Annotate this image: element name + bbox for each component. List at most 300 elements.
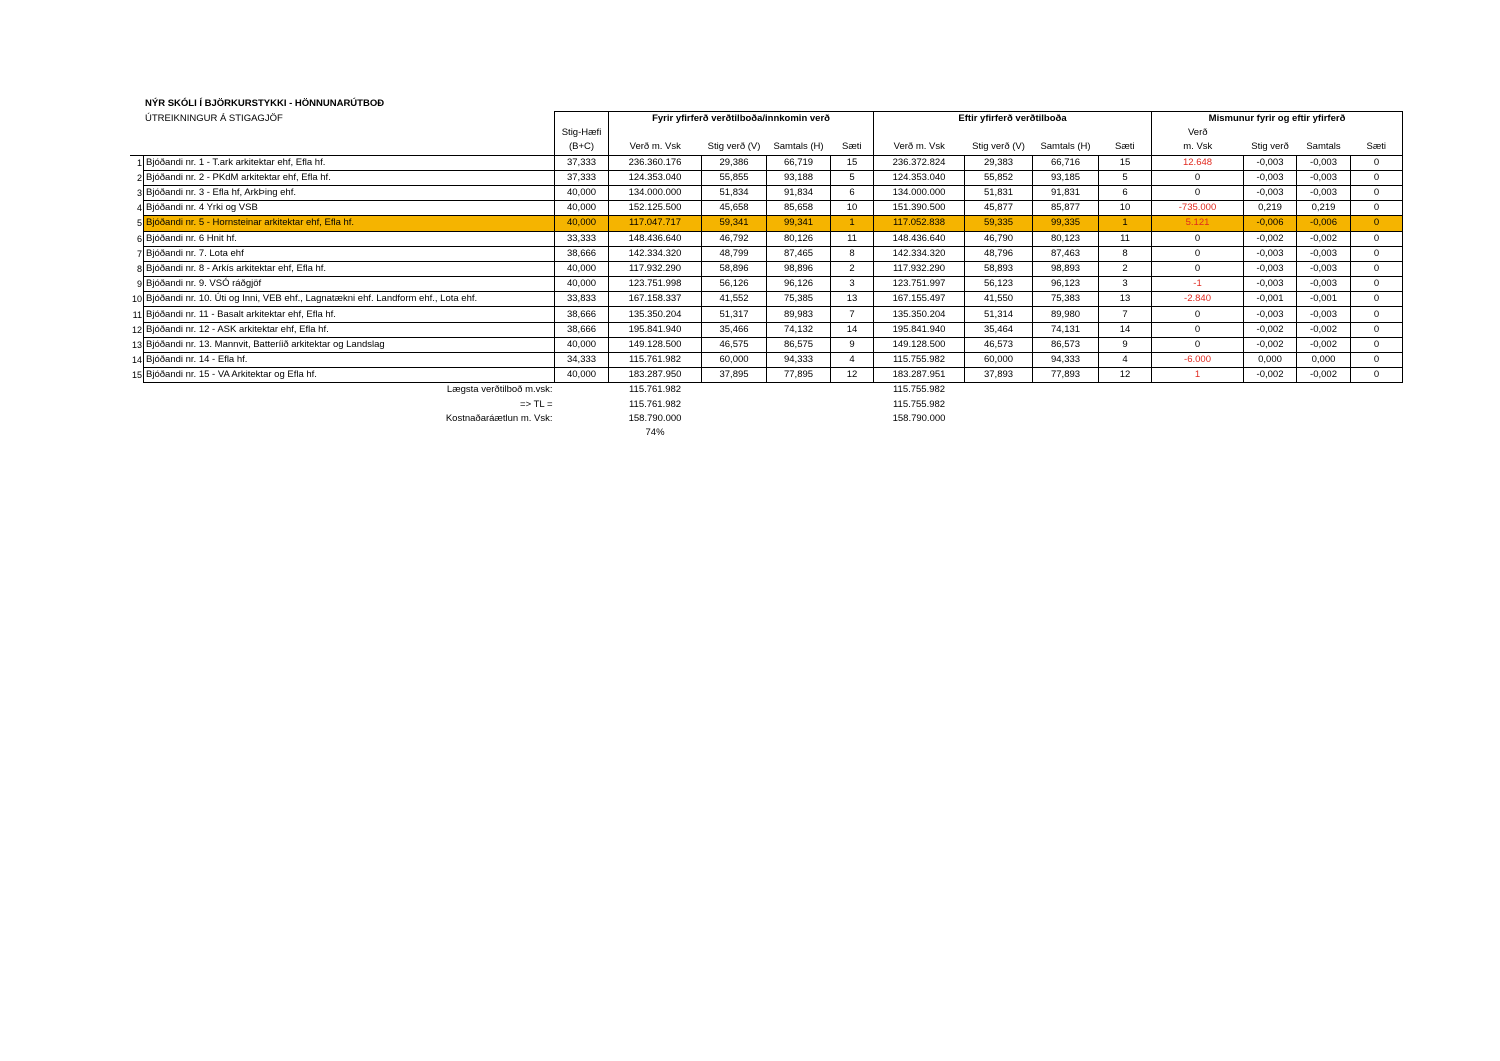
cell-dt: -0,002 [1297,368,1351,383]
cell-r2: 10 [1099,201,1152,216]
header-stig-hafi: Stig-Hæfi [555,126,609,140]
footer-empty-cell [767,412,831,426]
table-row [130,216,1403,231]
footer-empty-cell [965,398,1033,412]
cell-v2: 134.000.000 [874,185,965,200]
cell-hafi: 40,000 [555,277,609,292]
cell-v2: 167.155.497 [874,292,965,307]
footer-empty-cell [767,426,831,440]
cell-dv: -735.000 [1152,201,1244,216]
cell-r2: 9 [1099,337,1152,352]
cell-r2: 4 [1099,353,1152,368]
header-b-c: (B+C) [555,140,609,155]
footer-row [130,426,1403,440]
footer-row [130,398,1403,412]
document-title: NÝR SKÓLI Í BJÖRKURSTYKKI - HÖNNUNARÚTBOÐ [145,98,385,109]
footer-empty-cell [831,398,874,412]
cell-dt: 0,000 [1297,353,1351,368]
cell-t2: 87,463 [1033,246,1099,261]
cell-dv: 12.648 [1152,155,1244,170]
cell-s1: 37,895 [702,368,767,383]
footer-empty-cell [965,412,1033,426]
cell-dt: -0,003 [1297,155,1351,170]
cell-s1: 55,855 [702,170,767,185]
cell-t1: 93,188 [767,170,831,185]
cell-ds: -0,002 [1244,231,1297,246]
cell-name: Bjóðandi nr. 12 - ASK arkitektar ehf, Efla hf. [144,322,555,337]
cell-v1: 117.047.717 [609,216,702,231]
footer-label [144,426,555,440]
header-stig-verd-before: Stig verð (V) [707,141,761,153]
cell-t1: 96,126 [767,277,831,292]
footer-label: Kostnaðaráætlun m. Vsk: [445,412,553,424]
cell-dt: 0,219 [1297,201,1351,216]
cell-t2: 75,383 [1033,292,1099,307]
footer-empty-cell [702,383,767,398]
cell-s1: 35,466 [702,322,767,337]
cell-r2: 14 [1099,322,1152,337]
table-row [130,185,1403,200]
cell-v2: 124.353.040 [874,170,965,185]
cell-name: Bjóðandi nr. 11 - Basalt arkitektar ehf, Efla hf. [144,307,555,322]
footer-empty-cell [1297,398,1351,412]
footer-before-value: 115.761.982 [628,384,682,396]
cell-v2: 236.372.824 [874,155,965,170]
table-row [130,322,1403,337]
cell-r2: 13 [1099,292,1152,307]
header-samtals-before: Samtals (H) [773,141,824,153]
cell-r1: 9 [831,337,874,352]
cell-dt: -0,003 [1297,307,1351,322]
cell-dv: 0 [1152,170,1244,185]
cell-dr: 0 [1351,201,1403,216]
footer-empty-cell [1033,398,1099,412]
cell-r1: 2 [831,261,874,276]
cell-t1: 80,126 [767,231,831,246]
cell-t1: 75,385 [767,292,831,307]
footer-empty-cell [1351,412,1403,426]
cell-ds: -0,003 [1244,185,1297,200]
footer-empty-cell [555,412,609,426]
cell-v2: 151.390.500 [874,201,965,216]
cell-t1: 86,575 [767,337,831,352]
cell-dr: 0 [1351,155,1403,170]
group-diff-header: Mismunur fyrir og eftir yfirferð [1152,112,1403,127]
header-diff-verd: Verð [1187,127,1208,139]
cell-r1: 13 [831,292,874,307]
cell-name: Bjóðandi nr. 14 - Efla hf. [144,353,555,368]
cell-t2: 77,893 [1033,368,1099,383]
cell-n: 13 [132,339,143,350]
cell-dv: -2.840 [1152,292,1244,307]
cell-dt: -0,003 [1297,277,1351,292]
cell-dr: 0 [1351,322,1403,337]
table-row [130,353,1403,368]
cell-name: Bjóðandi nr. 3 - Efla hf, ArkÞing ehf. [144,185,555,200]
footer-empty-cell [1152,412,1244,426]
cell-dv: 0 [1152,307,1244,322]
cell-r1: 14 [831,322,874,337]
cell-n: 5 [137,218,143,229]
cell-hafi: 40,000 [555,201,609,216]
footer-empty-cell [1244,398,1297,412]
cell-dr: 0 [1351,307,1403,322]
cell-r1: 7 [831,307,874,322]
cell-t1: 85,658 [767,201,831,216]
table-row [130,170,1403,185]
group-before-header: Fyrir yfirferð verðtilboða/innkomin verð [609,112,874,127]
cell-t1: 77,895 [767,368,831,383]
header-row-1 [130,112,1403,127]
cell-ds: -0,003 [1244,155,1297,170]
cell-name: Bjóðandi nr. 5 - Hornsteinar arkitektar ehf, Efla hf. [144,216,555,231]
cell-ds: -0,003 [1244,307,1297,322]
footer-empty-cell [1099,383,1152,398]
table-row [130,307,1403,322]
header-diff-samtals: Samtals [1306,141,1341,153]
cell-hafi: 37,333 [555,155,609,170]
cell-s2: 37,893 [965,368,1033,383]
header-verd-after: Verð m. Vsk [893,141,945,153]
cell-dr: 0 [1351,185,1403,200]
cell-r1: 11 [831,231,874,246]
header-diff-stig: Stig verð [1251,141,1289,153]
cell-dv: 1 [1152,368,1244,383]
cell-n: 9 [137,279,143,290]
cell-t1: 99,341 [767,216,831,231]
footer-empty-cell [702,412,767,426]
header-saeti-before: Sæti [831,140,874,155]
footer-empty-cell [1297,412,1351,426]
cell-s2: 29,383 [965,155,1033,170]
cell-dv: 0 [1152,231,1244,246]
cell-t1: 66,719 [767,155,831,170]
cell-dr: 0 [1351,292,1403,307]
cell-r2: 5 [1099,170,1152,185]
footer-empty-cell [1351,426,1403,440]
table-row [130,246,1403,261]
cell-dr: 0 [1351,216,1403,231]
cell-hafi: 37,333 [555,170,609,185]
cell-ds: -0,003 [1244,246,1297,261]
footer-empty-cell [1033,426,1099,440]
footer-empty-cell [555,383,609,398]
table-row [130,155,1403,170]
cell-t2: 80,123 [1033,231,1099,246]
footer-row [130,412,1403,426]
cell-v1: 117.932.290 [609,261,702,276]
cell-v1: 148.436.640 [609,231,702,246]
header-stig-verd-after: Stig verð (V) [972,141,1025,153]
cell-n: 1 [137,157,143,168]
footer-empty-cell [1351,383,1403,398]
cell-s1: 48,799 [702,246,767,261]
cell-ds: -0,002 [1244,322,1297,337]
footer-after-value: 115.755.982 [892,398,946,410]
footer-after-value: 158.790.000 [892,412,946,424]
cell-v1: 152.125.500 [609,201,702,216]
cell-dv: 0 [1152,337,1244,352]
cell-v2: 195.841.940 [874,322,965,337]
cell-dr: 0 [1351,170,1403,185]
cell-r2: 1 [1099,216,1152,231]
cell-t1: 74,132 [767,322,831,337]
cell-name: Bjóðandi nr. 2 - PKdM arkitektar ehf, Efla hf. [144,170,555,185]
cell-s2: 59,335 [965,216,1033,231]
cell-r2: 6 [1099,185,1152,200]
cell-t2: 86,573 [1033,337,1099,352]
cell-hafi: 34,333 [555,353,609,368]
cell-s2: 51,314 [965,307,1033,322]
cell-s1: 60,000 [702,353,767,368]
footer-empty-cell [1152,426,1244,440]
cell-v1: 115.761.982 [609,353,702,368]
cell-ds: -0,001 [1244,292,1297,307]
cell-ds: -0,003 [1244,170,1297,185]
footer-after-value: 115.755.982 [892,384,946,396]
cell-v2: 115.755.982 [874,353,965,368]
cell-v2: 183.287.951 [874,368,965,383]
cell-dt: -0,001 [1297,292,1351,307]
cell-t1: 94,333 [767,353,831,368]
cell-v2: 149.128.500 [874,337,965,352]
cell-r1: 12 [831,368,874,383]
cell-v2: 148.436.640 [874,231,965,246]
cell-name: Bjóðandi nr. 10. Úti og Inni, VEB ehf., Lagnatækni ehf. Landform ehf., Lota ehf. [144,292,555,307]
header-verd-before: Verð m. Vsk [629,141,681,153]
footer-empty-cell [965,383,1033,398]
cell-r2: 12 [1099,368,1152,383]
cell-t2: 94,333 [1033,353,1099,368]
cell-dv: 5.121 [1152,216,1244,231]
cell-t2: 99,335 [1033,216,1099,231]
cell-s2: 41,550 [965,292,1033,307]
cell-v1: 236.360.176 [609,155,702,170]
scoring-table [130,111,1403,440]
cell-r2: 15 [1099,155,1152,170]
cell-r1: 1 [831,216,874,231]
cell-n: 12 [132,324,143,335]
cell-t2: 93,185 [1033,170,1099,185]
cell-dv: 0 [1152,246,1244,261]
cell-name: Bjóðandi nr. 1 - T.ark arkitektar ehf, Efla hf. [144,155,555,170]
cell-n: 15 [132,370,143,381]
cell-r1: 5 [831,170,874,185]
cell-s1: 46,575 [702,337,767,352]
cell-hafi: 40,000 [555,185,609,200]
cell-ds: -0,002 [1244,368,1297,383]
cell-v1: 134.000.000 [609,185,702,200]
cell-s2: 60,000 [965,353,1033,368]
cell-name: Bjóðandi nr. 8 - Arkís arkitektar ehf, Efla hf. [144,261,555,276]
cell-dv: 0 [1152,261,1244,276]
cell-n: 2 [137,172,143,183]
cell-t2: 91,831 [1033,185,1099,200]
cell-hafi: 38,666 [555,246,609,261]
cell-n: 8 [137,263,143,274]
cell-name: Bjóðandi nr. 7. Lota ehf [144,246,555,261]
cell-dr: 0 [1351,353,1403,368]
cell-v2: 142.334.320 [874,246,965,261]
footer-empty-cell [1033,383,1099,398]
footer-empty-cell [130,412,144,426]
table-row [130,277,1403,292]
cell-name: Bjóðandi nr. 15 - VA Arkitektar og Efla hf. [144,368,555,383]
footer-empty-cell [702,398,767,412]
cell-ds: -0,003 [1244,261,1297,276]
cell-dt: -0,002 [1297,322,1351,337]
cell-n: 6 [137,233,143,244]
footer-empty-cell [555,426,609,440]
footer-empty-cell [1033,412,1099,426]
cell-n: 10 [132,294,143,305]
cell-dr: 0 [1351,246,1403,261]
footer-empty-cell [702,426,767,440]
table-row [130,292,1403,307]
cell-dt: -0,003 [1297,261,1351,276]
footer-empty-cell [1244,383,1297,398]
cell-dt: -0,002 [1297,231,1351,246]
footer-empty-cell [831,426,874,440]
cell-v1: 149.128.500 [609,337,702,352]
cell-r2: 7 [1099,307,1152,322]
header-row-2 [130,126,1403,140]
cell-hafi: 40,000 [555,216,609,231]
cell-v1: 195.841.940 [609,322,702,337]
document-subtitle: ÚTREIKNINGUR Á STIGAGJÖF [145,113,283,124]
cell-dt: -0,006 [1297,216,1351,231]
footer-label: Lægsta verðtilboð m.vsk: [446,384,553,396]
cell-s1: 29,386 [702,155,767,170]
cell-hafi: 38,666 [555,322,609,337]
header-diff-msk: m. Vsk [1183,141,1213,153]
footer-before-value: 74% [645,427,665,439]
cell-t2: 98,893 [1033,261,1099,276]
footer-empty-cell [1244,412,1297,426]
footer-empty-cell [1152,383,1244,398]
cell-t1: 87,465 [767,246,831,261]
cell-ds: -0,006 [1244,216,1297,231]
cell-r2: 2 [1099,261,1152,276]
cell-dr: 0 [1351,277,1403,292]
footer-empty-cell [130,398,144,412]
header-diff-saeti: Sæti [1351,140,1403,155]
cell-t2: 74,131 [1033,322,1099,337]
table-row [130,261,1403,276]
cell-s2: 35,464 [965,322,1033,337]
cell-s2: 55,852 [965,170,1033,185]
footer-empty-cell [1297,426,1351,440]
cell-s2: 48,796 [965,246,1033,261]
cell-v2: 123.751.997 [874,277,965,292]
cell-s2: 46,790 [965,231,1033,246]
cell-name: Bjóðandi nr. 6 Hnit hf. [144,231,555,246]
table-row [130,337,1403,352]
footer-before-value: 158.790.000 [628,412,682,424]
cell-r2: 3 [1099,277,1152,292]
cell-ds: -0,003 [1244,277,1297,292]
cell-dt: -0,002 [1297,337,1351,352]
cell-v2: 117.932.290 [874,261,965,276]
cell-dv: -1 [1152,277,1244,292]
footer-empty-cell [130,426,144,440]
cell-n: 14 [132,355,143,366]
group-after-header: Eftir yfirferð verðtilboða [874,112,1152,127]
cell-n: 4 [137,203,143,214]
cell-dt: -0,003 [1297,246,1351,261]
cell-hafi: 40,000 [555,337,609,352]
cell-dv: 0 [1152,322,1244,337]
cell-t2: 85,877 [1033,201,1099,216]
cell-v1: 183.287.950 [609,368,702,383]
cell-hafi: 33,333 [555,231,609,246]
cell-n: 11 [132,309,143,320]
header-row-3 [130,140,1403,155]
footer-empty-cell [1244,426,1297,440]
cell-r1: 15 [831,155,874,170]
footer-empty-cell [1351,398,1403,412]
cell-dr: 0 [1351,261,1403,276]
cell-dr: 0 [1351,337,1403,352]
footer-empty-cell [1152,398,1244,412]
footer-empty-cell [1099,426,1152,440]
cell-s1: 56,126 [702,277,767,292]
cell-v1: 167.158.337 [609,292,702,307]
cell-t1: 98,896 [767,261,831,276]
cell-hafi: 33,833 [555,292,609,307]
cell-v1: 135.350.204 [609,307,702,322]
cell-ds: 0,000 [1244,353,1297,368]
header-samtals-after: Samtals (H) [1040,141,1091,153]
footer-empty-cell [1099,398,1152,412]
header-saeti-after: Sæti [1099,140,1152,155]
cell-n: 3 [137,188,143,199]
cell-s2: 56,123 [965,277,1033,292]
cell-r1: 8 [831,246,874,261]
cell-name: Bjóðandi nr. 13. Mannvit, Batteríið arkitektar og Landslag [144,337,555,352]
cell-r2: 11 [1099,231,1152,246]
cell-t2: 66,716 [1033,155,1099,170]
cell-s1: 51,834 [702,185,767,200]
cell-s1: 51,317 [702,307,767,322]
cell-v2: 135.350.204 [874,307,965,322]
footer-empty-cell [831,383,874,398]
footer-empty-cell [767,398,831,412]
cell-s2: 51,831 [965,185,1033,200]
cell-s2: 46,573 [965,337,1033,352]
footer-empty-cell [831,412,874,426]
cell-dt: -0,003 [1297,185,1351,200]
cell-hafi: 40,000 [555,261,609,276]
footer-label: => TL = [520,398,553,410]
cell-dr: 0 [1351,231,1403,246]
cell-ds: 0,219 [1244,201,1297,216]
table-row [130,201,1403,216]
footer-empty-cell [767,383,831,398]
cell-s1: 58,896 [702,261,767,276]
cell-v1: 142.334.320 [609,246,702,261]
cell-n: 7 [137,248,143,259]
cell-s2: 45,877 [965,201,1033,216]
cell-name: Bjóðandi nr. 9. VSÓ ráðgjöf [144,277,555,292]
table-row [130,368,1403,383]
footer-row [130,383,1403,398]
footer-after-value [874,426,965,440]
table-row [130,231,1403,246]
footer-empty-cell [555,398,609,412]
cell-v1: 124.353.040 [609,170,702,185]
footer-empty-cell [965,426,1033,440]
